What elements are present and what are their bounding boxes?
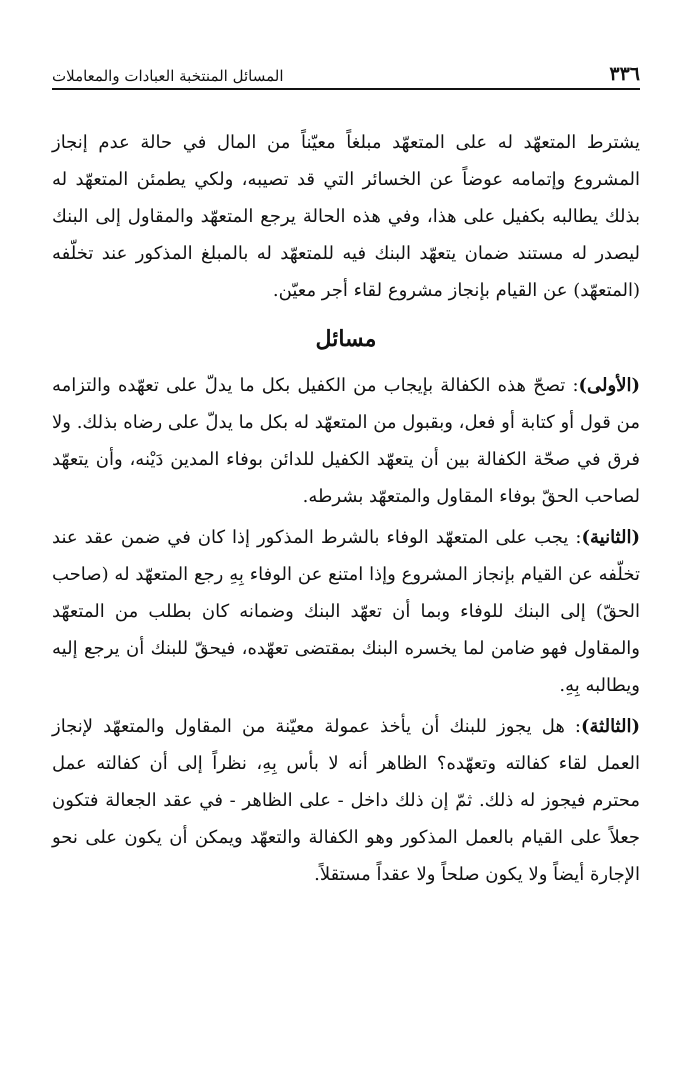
issue-paragraph-2 [52, 519, 640, 704]
issue-paragraph-1 [52, 367, 640, 515]
page-number: ٣٣٦ [609, 63, 640, 85]
issue-label: (الثانية) [581, 527, 640, 548]
issue-text: : يجب على المتعهّد الوفاء بالشرط المذكور إذا كان في ضمن عقد عند تخلّفه عن القيام بإنجاز المشروع وإذا امتنع عن الوفاء بِهِ رجع المتعهّد له (صاحب الحقّ) إلى البنك للوفاء وبما أن تعهّد البنك وضمانه كان بطلب من المتعهّد والمقاول فهو ضامن لما يخسره البنك بمقتضى تعهّده، فيحقّ للبنك أن يرجع إليه ويطالبه بِهِ. [52, 527, 640, 696]
issue-text: : تصحّ هذه الكفالة بإيجاب من الكفيل بكل ما يدلّ على تعهّده والتزامه من قول أو كتابة أو فعل، وبقبول من المتعهّد له بكل ما يدلّ على رضاه بذلك. ولا فرق في صحّة الكفالة بين أن يتعهّد الكفيل للدائن بوفاء المدين دَيْنه، وأن يتعهّد لصاحب الحقّ بوفاء المقاول والمتعهّد بشرطه. [52, 375, 640, 507]
page-body [52, 124, 640, 897]
page-header [52, 56, 640, 90]
intro-paragraph: يشترط المتعهّد له على المتعهّد مبلغاً معيّناً من المال في حالة عدم إنجاز المشروع وإتمامه عوضاً عن الخسائر التي قد تصيبه، ولكي يطمئن المتعهّد له بذلك يطالبه بكفيل على هذا، وفي هذه الحالة يرجع المتعهّد والمقاول إلى البنك ليصدر له مستند ضمان يتعهّد البنك فيه للمتعهّد له بالمبلغ المذكور عند تخلّفه (المتعهّد) عن القيام بإنجاز مشروع لقاء أجر معيّن. [52, 132, 640, 301]
running-title: المسائل المنتخبة العبادات والمعاملات [52, 67, 284, 85]
section-heading: مسائل [315, 326, 377, 352]
issue-label: (الثالثة) [580, 716, 640, 737]
issue-text: : هل يجوز للبنك أن يأخذ عمولة معيّنة من المقاول والمتعهّد لإنجاز العمل لقاء كفالته وتعهّده؟ الظاهر أنه لا بأس بِهِ، نظراً إلى أن كفالته عمل محترم فيجوز له ذلك. ثمّ إن ذلك داخل - على الظاهر - في عقد الجعالة فتكون جعلاً على القيام بالعمل المذكور وهو الكفالة والتعهّد ويمكن أن يكون على نحو الإجارة أيضاً ولا يكون صلحاً ولا عقداً مستقلاً. [52, 716, 640, 885]
issue-paragraph-3 [52, 708, 640, 893]
issue-label: (الأولى) [578, 375, 640, 396]
